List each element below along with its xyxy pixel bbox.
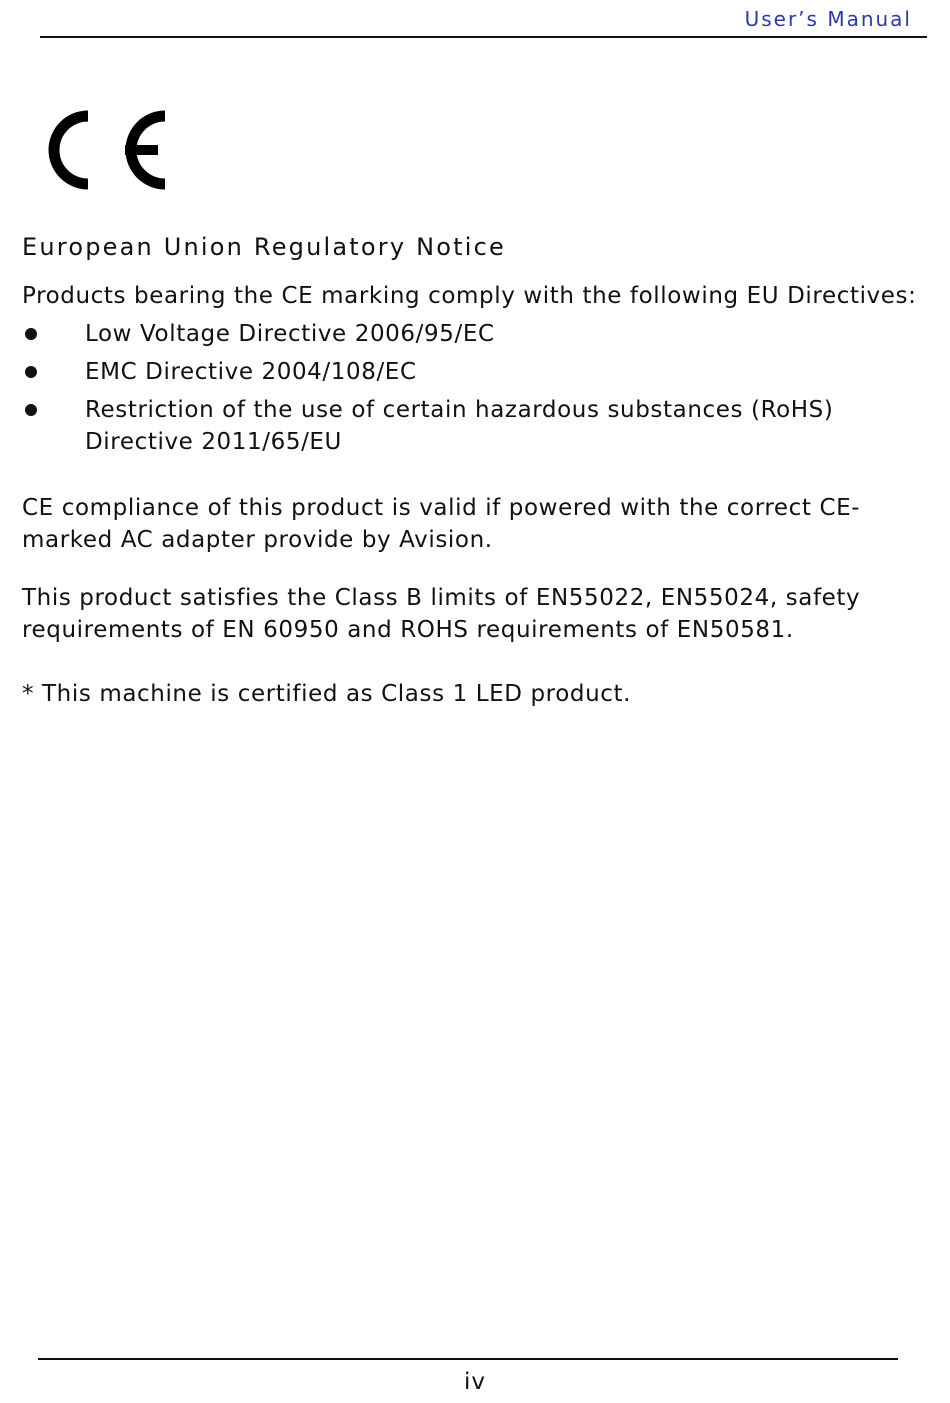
regulatory-notice: [22, 231, 927, 710]
list-item: [22, 394, 927, 458]
compliance-paragraph: CE compliance of this product is valid if powered with the correct CE-marked AC adapter provide by Avision.: [22, 495, 861, 553]
bullet-icon: [25, 366, 37, 378]
section-heading: European Union Regulatory Notice: [22, 233, 506, 261]
standards-paragraph: This product satisfies the Class B limits of EN55022, EN55024, safety requirements of EN 60950 and ROHS requirements of EN50581.: [22, 585, 861, 643]
bullet-icon: [25, 404, 37, 416]
list-item: [22, 318, 927, 350]
intro-paragraph: Products bearing the CE marking comply with the following EU Directives:: [22, 283, 917, 309]
bullet-icon: [25, 328, 37, 340]
directive-text: EMC Directive 2004/108/EC: [85, 359, 417, 385]
ce-mark-logo: [30, 100, 175, 205]
header-rule: [40, 36, 927, 38]
led-certification-note: * This machine is certified as Class 1 LED product.: [22, 681, 632, 707]
page-number: iv: [463, 1369, 486, 1395]
footer-rule: [38, 1358, 898, 1360]
list-item: [22, 356, 927, 388]
running-header-title: User’s Manual: [744, 7, 912, 31]
directive-list: [22, 318, 927, 458]
directive-text: Low Voltage Directive 2006/95/EC: [85, 321, 495, 347]
directive-text: Restriction of the use of certain hazardous substances (RoHS) Directive 2011/65/EU: [85, 397, 834, 455]
